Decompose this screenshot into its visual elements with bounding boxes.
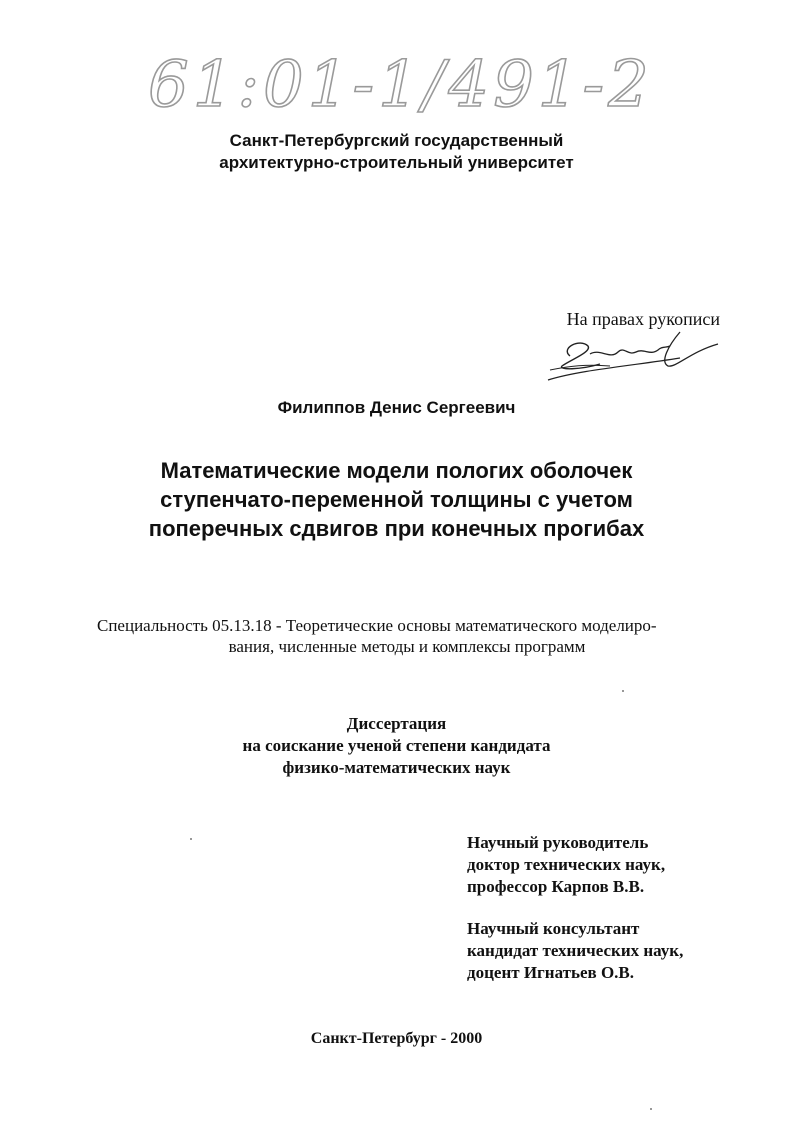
dissertation-degree <box>0 713 793 779</box>
consultant-name: доцент Игнатьев О.В. <box>467 963 635 982</box>
supervisor-degree: доктор технических наук, <box>467 855 666 874</box>
title-line-2: ступенчато-переменной толщины с учетом <box>160 487 633 512</box>
supervisor-role: Научный руководитель <box>467 833 649 852</box>
specialty-line-2: вания, численные методы и комплексы программ <box>228 637 586 656</box>
dissertation-line-2: на соискание ученой степени кандидата <box>242 736 551 755</box>
title-line-3: поперечных сдвигов при конечных прогибах <box>148 516 645 541</box>
dissertation-line-3: физико-математических наук <box>282 758 511 777</box>
consultant-block <box>467 918 767 984</box>
consultant-role: Научный консультант <box>467 919 640 938</box>
university-name <box>0 130 793 174</box>
scan-speck <box>622 690 624 692</box>
dissertation-title <box>60 456 733 543</box>
scan-speck <box>650 1108 652 1110</box>
dissertation-line-1: Диссертация <box>346 714 447 733</box>
university-line-2: архитектурно-строительный университет <box>219 153 574 172</box>
place-year: Санкт-Петербург - 2000 <box>310 1030 483 1047</box>
university-line-1: Санкт-Петербургский государственный <box>229 131 564 150</box>
specialty <box>97 615 717 657</box>
archive-code-text: 61:01-1/491-2 <box>148 48 653 122</box>
consultant-degree: кандидат технических наук, <box>467 941 684 960</box>
archive-code-handwritten <box>140 38 653 128</box>
specialty-line-1: Специальность 05.13.18 - Теоретические основы математического моделиро- <box>97 616 657 635</box>
scan-speck <box>190 838 192 840</box>
supervisor-block <box>467 832 767 898</box>
manuscript-note: На правах рукописи <box>566 309 720 329</box>
author-name: Филиппов Денис Сергеевич <box>277 398 516 417</box>
title-line-1: Математические модели пологих оболочек <box>160 458 633 483</box>
supervisor-name: профессор Карпов В.В. <box>467 877 645 896</box>
author-signature <box>540 326 720 390</box>
